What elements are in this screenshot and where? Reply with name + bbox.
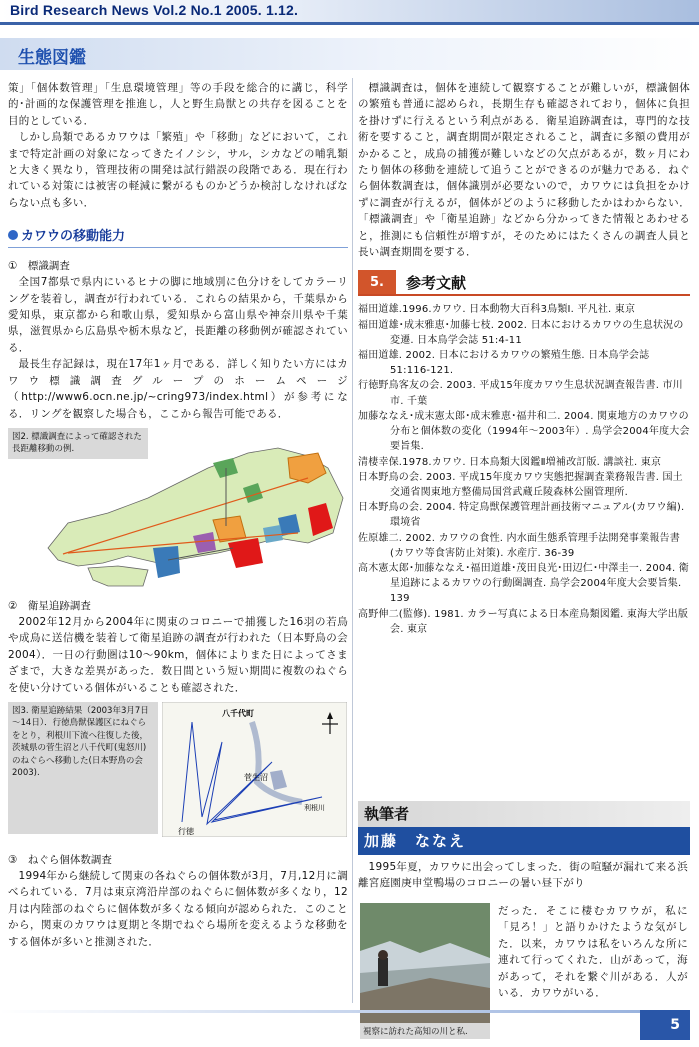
reference-item: 行徳野鳥客友の会. 2003. 平成15年度カワウ生息状況調査報告書. 市川市. 千葉 — [358, 380, 683, 407]
fig3-label-sugao: 菅生沼 — [244, 772, 268, 782]
reference-item: 福田道雄･成末雅恵･加藤七枝. 2002. 日本におけるカワウの生息状況の変遷. 日本鳥学会誌 51:4-11 — [358, 319, 684, 346]
movement-heading-text: カワウの移動能力 — [21, 229, 126, 245]
item3-paragraph: 1994年から継続して関東の各ねぐらの個体数が3月，7月,12月に調べられている．7月は東京湾沿岸部のねぐらに個体数が多くなり，12月は内陸部のねぐらに個体数が多くなる傾向が認められた．このことから，関東のカワウは夏期と冬期でねぐら場所を変えるような移動をする個体が多いと推測された． — [8, 869, 348, 948]
masthead — [0, 0, 699, 38]
item1-paragraph-2: 最長生存記録は，現在17年1ヶ月である．詳しく知りたい方にはカワウ標識調査グループのホームページ（http://www6.ocn.ne.jp/~cring973/index.html）が参考になる．リングを観察した場合も，ここから報告可能である． — [8, 358, 348, 420]
section-title: 生態図鑑 — [18, 48, 86, 68]
figure-2-caption: 図2. 標識調査によって確認された長距離移動の例. — [8, 428, 148, 459]
references-title: 参考文献 — [406, 273, 467, 292]
column-divider — [352, 78, 353, 1003]
author-photo-caption: 視察に訪れた高知の川と私. — [360, 1023, 490, 1039]
author-box — [358, 801, 690, 1037]
author-name: 加藤 ななえ — [358, 827, 690, 855]
shikoku-landmass — [88, 566, 148, 586]
author-text-side: だった．そこに棲むカワウが，私に「見ろ！」と語りかけたような気がした．以来，カワウは私をいろんな所に連れて行ってくれた．山があって，海があって，それを繋ぐ川がある．人がいる．カワウがいる． — [498, 905, 688, 1000]
left-column — [8, 80, 348, 950]
bullet-icon — [8, 230, 18, 240]
references-heading — [358, 270, 690, 296]
references-number: 5. — [358, 270, 396, 294]
figure-3-caption: 図3. 衛星追跡結果（2003年3月7日～14日）．行徳鳥獣保護区にねぐらをとり，利根川下流へ往復した後，茨城県の菅生沼と八千代町(鬼怒川)のねぐらへ移動した(日本野鳥の会 2003). — [8, 702, 158, 834]
item1-heading: ① 標識調査 — [8, 260, 70, 273]
intro-paragraph-2: しかし鳥類であるカワウは「繁殖」や「移動」などにおいて，これまで特定計画の対象になってきたイノシシ，サル，シカなどの哺乳類と大きく異なり，管理技術の開発は試行錯誤の段階である．現在行われている対策には被害の軽減に繋がるものかどうか検討しなければならない点も多い． — [8, 131, 348, 209]
methods-comparison-paragraph: 標識調査は，個体を連続して観察することが難しいが，標識個体の繁殖も普通に認められ，長期生存も確認されており，個体に負担を掛けずに行えるという利点がある．衛星追跡調査は，専門的な技術を要すること，調査期間が限定されること，調査に多額の費用がかかること，成鳥の捕獲が難しいなどの欠点があるが，数ヶ月にわたり個体の移動を連続して追うことができるのが魅力である．ねぐら個体数調査は，個体識別が必要ないので，カワウには負担をかけずに調査が行えるが，個体がどのように移動したかはわからない．「標識調査」や「衛星追跡」などから分かってきた情報とあわせると，推測にも信頼性が増すが，そのためにはたくさんの調査人員と長い調査期間を要する． — [358, 82, 690, 259]
movement-heading — [8, 225, 348, 248]
newsletter-title: Bird Research News Vol.2 No.1 2005. 1.12. — [10, 2, 299, 18]
masthead-rule — [0, 22, 699, 25]
author-label: 執筆者 — [358, 801, 690, 827]
reference-item: 清棲幸保.1978.カワウ. 日本鳥類大図鑑Ⅱ増補改訂版. 講談社. 東京 — [358, 456, 662, 468]
reference-item: 加藤ななえ･成末憲太郎･成末雅恵･福井和二. 2004. 関東地方のカワウの分布と個体数の変化（1994年～2003年）. 鳥学会2004年度大会要旨集. — [358, 410, 690, 453]
reference-item: 福田道雄. 2002. 日本におけるカワウの繁殖生態. 日本鳥学会誌 51:116-121. — [358, 350, 650, 377]
footer-rule — [0, 1010, 640, 1013]
region-red-a — [228, 538, 263, 568]
references-list — [358, 302, 690, 636]
fig3-label-yachiyo: 八千代町 — [222, 708, 254, 718]
reference-item: 佐原雄二. 2002. カワウの食性. 内水面生態系管理手法開発事業報告書(カワウ等食害防止対策). 水産庁. 36-39 — [358, 532, 680, 559]
intro-paragraph-1: 策」「個体数管理」「生息環境管理」等の手段を総合的に講じ，科学的･計画的な保護管理を推進し，人と野生鳥獣との共存を図ることを目的としている． — [8, 82, 348, 127]
reference-item: 福田道雄.1996.カワウ. 日本動物大百科3鳥類Ⅰ. 平凡社. 東京 — [358, 304, 636, 316]
fig3-label-gyotoku: 行徳 — [178, 826, 194, 836]
reference-item: 高野伸二(監修). 1981. カラー写真による日本産鳥類図鑑. 東海大学出版会. 東京 — [358, 608, 689, 635]
region-blue-a — [153, 546, 180, 578]
author-photo — [360, 903, 490, 1023]
fig3-label-tone: 利根川 — [304, 803, 325, 812]
figure-3 — [8, 702, 348, 842]
item1-paragraph-1: 全国7都県で県内にいるヒナの脚に地域別に色分けをしてカラーリングを装着し，調査が行われている．これらの結果から，千葉県から愛知県，東京都から和歌山県，愛知県から富山県や神奈川県や千葉県，滋賀県から広島県や栃木県など，長距離の移動例が確認されている． — [8, 276, 348, 354]
figure-2 — [8, 428, 348, 588]
item2-heading: ② 衛星追跡調査 — [8, 599, 91, 612]
reference-item: 日本野鳥の会. 2003. 平成15年度カワウ実態把握調査業務報告書. 国土交通省関東地方整備局国営武蔵丘陵森林公園管理所. — [358, 471, 683, 498]
section-title-bar — [0, 38, 699, 70]
author-text-top: 1995年夏，カワウに出会ってしまった．街の喧騒が漏れて来る浜離宮庭園庚申堂鴨場のコロニーの暑い昼下がり — [358, 861, 689, 890]
page-number: 5 — [640, 1010, 690, 1040]
item2-paragraph: 2002年12月から2004年に関東のコロニーで捕獲した16羽の若鳥や成鳥に送信機を装着して衛星追跡の調査が行われた（日本野鳥の会 2004）．一日の行動圏は10～90km，個体によりまた日によってさまざまで，大きな差異があった．数日間という短い期間に複数のねぐらを使い分けている個体がいることも確認された． — [8, 615, 348, 694]
item3-heading: ③ ねぐら個体数調査 — [8, 853, 112, 866]
reference-item: 日本野鳥の会. 2004. 特定鳥獣保護管理計画技術マニュアル(カワウ編). 環境省 — [358, 502, 685, 529]
reference-item: 高木憲太郎･加藤ななえ･福田道雄･茂田良光･田辺仁･中澤圭一. 2004. 衛星追跡によるカワウの行動圏調査. 鳥学会2004年度大会要旨集. 139 — [358, 562, 689, 605]
right-column — [358, 80, 690, 637]
satellite-track-map — [162, 702, 347, 837]
